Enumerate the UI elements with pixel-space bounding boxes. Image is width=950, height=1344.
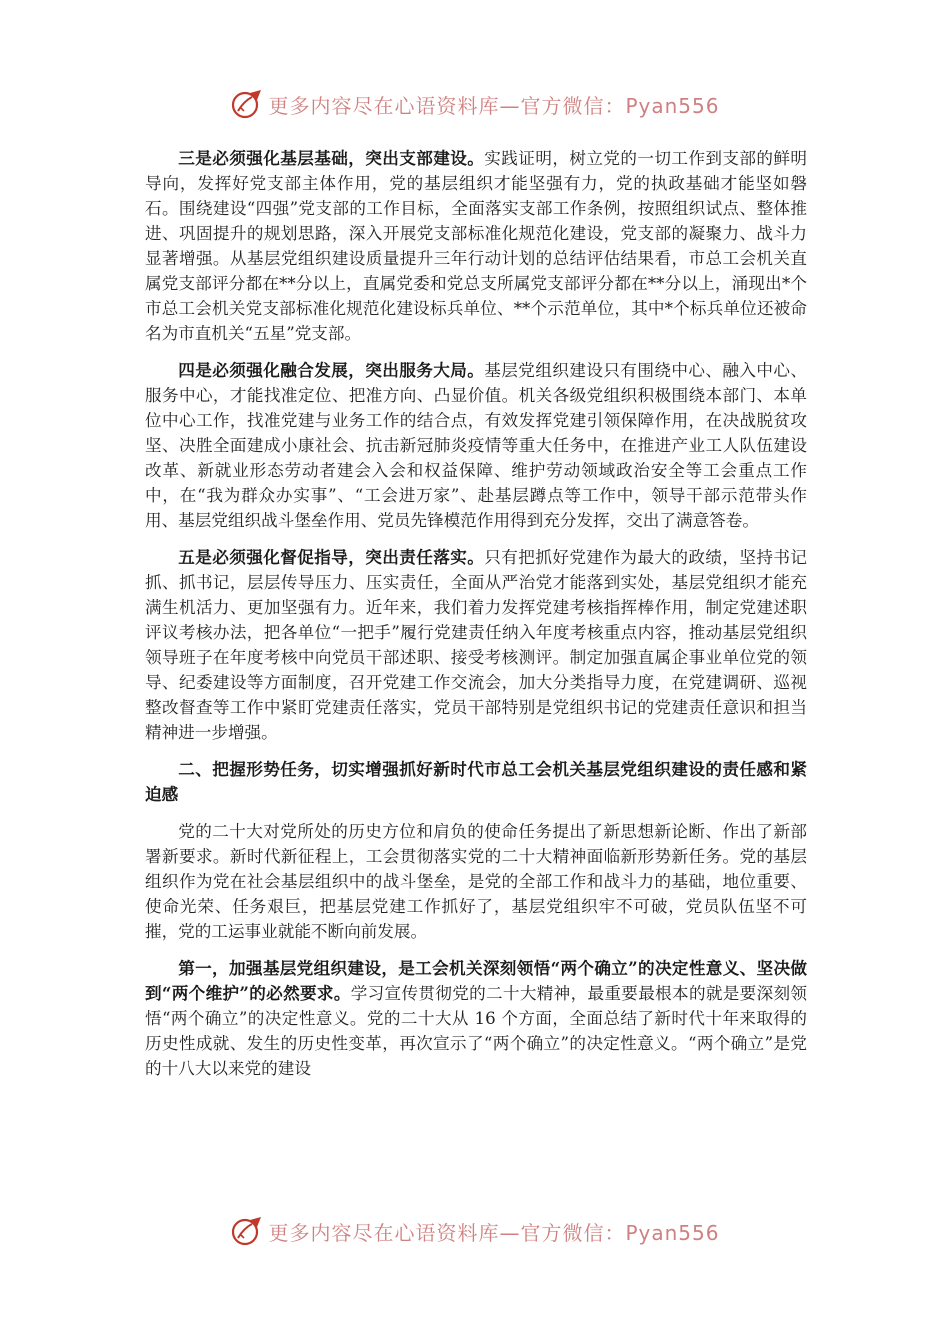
header-banner — [0, 84, 950, 124]
section-heading: 二、把握形势任务，切实增强抓好新时代市总工会机关基层党组织建设的责任感和紧迫感 — [145, 759, 807, 804]
document-body — [145, 146, 807, 1093]
banner-text: 更多内容尽在心语资料库—官方微信：Pyan556 — [268, 93, 720, 118]
logo-pen-icon — [230, 1214, 264, 1248]
paragraph — [145, 956, 807, 1081]
banner-text: 更多内容尽在心语资料库—官方微信：Pyan556 — [268, 1220, 720, 1245]
paragraph-body: 只有把抓好党建作为最大的政绩，坚持书记抓、抓书记，层层传导压力、压实责任，全面从严治党才能落到实处，基层党组织才能充满生机活力、更加坚强有力。近年来，我们着力发挥党建考核指挥棒作用，制定党建述职评议考核办法，把各单位“一把手”履行党建责任纳入年度考核重点内容，推动基层党组织领导班子在年度考核中向党员干部述职、接受考核测评。制定加强直属企事业单位党的领导、纪委建设等方面制度，召开党建工作交流会，加大分类指导力度，在党建调研、巡视整改督查等工作中紧盯党建责任落实，党员干部特别是党组织书记的党建责任意识和担当精神进一步增强。 — [145, 548, 807, 742]
paragraph-body: 基层党组织建设只有围绕中心、融入中心、服务中心，才能找准定位、把准方向、凸显价值。机关各级党组织积极围绕本部门、本单位中心工作，找准党建与业务工作的结合点，有效发挥党建引领保障作用，在决战脱贫攻坚、决胜全面建成小康社会、抗击新冠肺炎疫情等重大任务中，在推进产业工人队伍建设改革、新就业形态劳动者建会入会和权益保障、维护劳动领域政治安全等工会重点工作中，在“我为群众办实事”、“工会进万家”、赴基层蹲点等工作中，领导干部示范带头作用、基层党组织战斗堡垒作用、党员先锋模范作用得到充分发挥，交出了满意答卷。 — [145, 361, 807, 530]
paragraph-body: 实践证明，树立党的一切工作到支部的鲜明导向，发挥好党支部主体作用，党的基层组织才能坚强有力，党的执政基础才能坚如磐石。围绕建设“四强”党支部的工作目标，全面落实支部工作条例，按照组织试点、整体推进、巩固提升的规划思路，深入开展党支部标准化规范化建设，党支部的凝聚力、战斗力显著增强。从基层党组织建设质量提升三年行动计划的总结评估结果看，市总工会机关直属党支部评分都在**分以上，直属党委和党总支所属党支部评分都在**分以上，涌现出*个市总工会机关党支部标准化规范化建设标兵单位、**个示范单位，其中*个标兵单位还被命名为市直机关“五星”党支部。 — [145, 149, 807, 343]
paragraph: 党的二十大对党所处的历史方位和肩负的使命任务提出了新思想新论断、作出了新部署新要求。新时代新征程上，工会贯彻落实党的二十大精神面临新形势新任务。党的基层组织作为党在社会基层组织中的战斗堡垒，是党的全部工作和战斗力的基础，地位重要、使命光荣、任务艰巨，把基层党建工作抓好了，基层党组织牢不可破，党员队伍坚不可摧，党的工运事业就能不断向前发展。 — [145, 822, 807, 941]
paragraph — [145, 545, 807, 745]
logo-pen-icon — [230, 87, 264, 121]
paragraph — [145, 146, 807, 346]
paragraph-lead: 三是必须强化基层基础，突出支部建设。 — [178, 148, 485, 168]
paragraph-body: 学习宣传贯彻党的二十大精神，最重要最根本的就是要深刻领悟“两个确立”的决定性意义。党的二十大从 16 个方面，全面总结了新时代十年来取得的历史性成就、发生的历史性变革，再次宣示了“两个确立”的决定性意义。“两个确立”是党的十八大以来党的建设 — [145, 984, 807, 1078]
footer-banner — [0, 1211, 950, 1251]
paragraph-lead: 四是必须强化融合发展，突出服务大局。 — [178, 360, 485, 380]
paragraph — [145, 358, 807, 533]
paragraph-lead: 第一，加强基层党组织建设，是工会机关深刻领悟“两个确立”的决定性意义、坚决做到“两个维护”的必然要求。 — [145, 958, 807, 1003]
paragraph-lead: 五是必须强化督促指导，突出责任落实。 — [178, 547, 485, 567]
